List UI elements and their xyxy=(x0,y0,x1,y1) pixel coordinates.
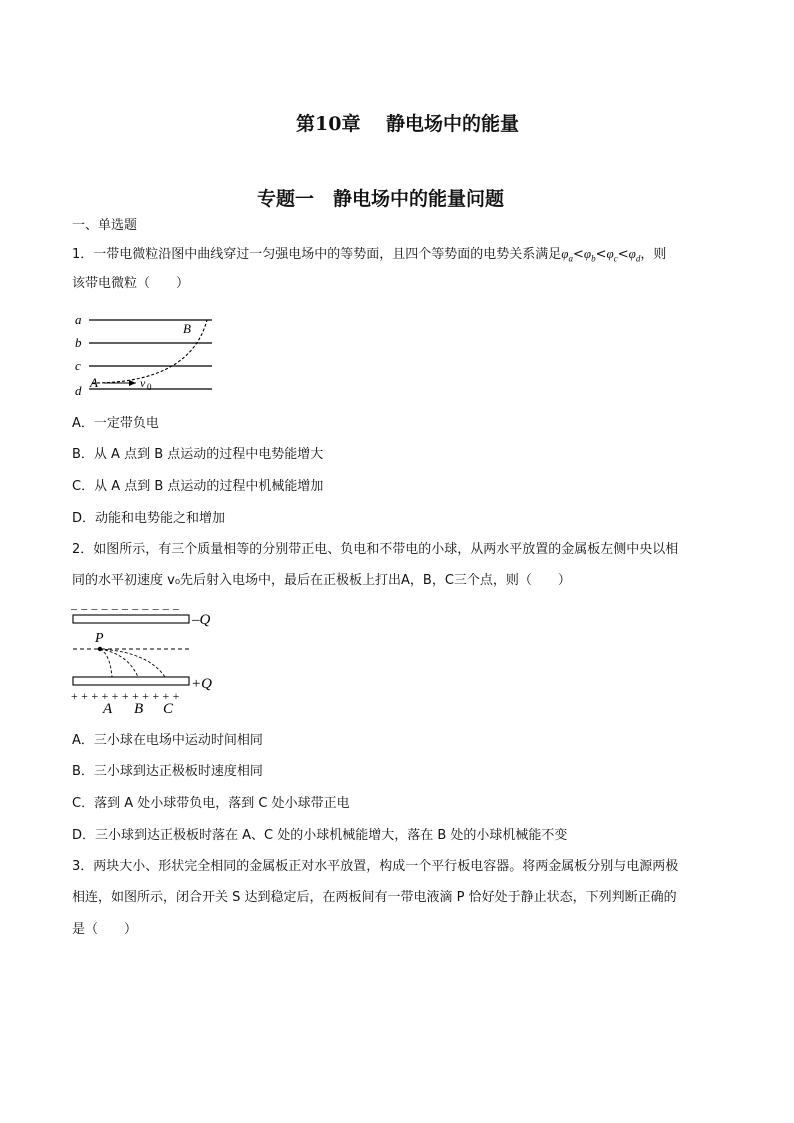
fig1-point-A: A xyxy=(90,375,98,390)
less-than-1: < xyxy=(572,247,584,262)
phi-b: $\varphi_b$ xyxy=(583,246,596,264)
q1-stem-line2: 该带电微粒（ ） xyxy=(72,276,190,291)
q1-option-a: A．一定带负电 xyxy=(72,416,159,431)
negative-plate xyxy=(73,615,189,623)
fig1-point-B: B xyxy=(183,321,191,336)
fig2-label-C: C xyxy=(163,701,174,716)
fig1-v0-sub: 0 xyxy=(147,382,152,392)
q2-stem-line2: 同的水平初速度 v₀先后射入电场中，最后在正极板上打出A，B，C三个点，则（ ） xyxy=(72,573,571,588)
fig1-label-c: c xyxy=(75,358,81,373)
fig2-label-A: A xyxy=(103,701,113,716)
q1-stem-line1 xyxy=(72,244,666,269)
q2-stem-line1: 2．如图所示，有三个质量相等的分别带正电、负电和不带电的小球，从两水平放置的金属板左侧中央以相 xyxy=(72,542,679,557)
q3-stem-line2: 相连，如图所示，闭合开关 S 达到稳定后，在两板间有一带电液滴 P 恰好处于静止状态，下列判断正确的 xyxy=(72,890,677,905)
positive-plate xyxy=(73,677,189,685)
point-P-label: P xyxy=(95,631,104,646)
q2-capacitor-figure xyxy=(68,602,228,716)
phi-c: $\varphi_c$ xyxy=(606,246,618,264)
q2-option-d: D．三小球到达正极板时落在 A、C 处的小球机械能增大，落在 B 处的小球机械能不变 xyxy=(72,828,568,843)
negative-plate-label: –Q xyxy=(192,612,211,628)
fig1-label-a: a xyxy=(75,312,82,327)
q1-stem-end: ，则 xyxy=(640,247,667,262)
section-label: 一、单选题 xyxy=(72,218,138,233)
q1-option-b: B．从 A 点到 B 点运动的过程中电势能增大 xyxy=(72,447,324,462)
phi-d: $\varphi_d$ xyxy=(628,246,641,264)
q1-stem-text: 1．一带电微粒沿图中曲线穿过一匀强电场中的等势面，且四个等势面的电势关系满足 xyxy=(72,247,562,262)
trajectory-B xyxy=(100,649,138,677)
fig2-label-B: B xyxy=(134,701,144,716)
velocity-arrowhead xyxy=(129,380,136,386)
q3-stem-line3: 是（ ） xyxy=(72,922,138,937)
negative-charge-row: – – – – – – – – – – – xyxy=(71,602,180,615)
q2-option-b: B．三小球到达正极板时速度相同 xyxy=(72,764,263,779)
phi-a: $\varphi_a$ xyxy=(561,246,573,264)
chapter-title: 第10章 静电场中的能量 xyxy=(296,113,520,135)
q3-stem-line1: 3．两块大小、形状完全相同的金属板正对水平放置，构成一个平行板电容器。将两金属板分别与电源两极 xyxy=(72,859,679,874)
less-than-3: < xyxy=(617,247,629,262)
q1-option-d: D．动能和电势能之和增加 xyxy=(72,511,226,526)
q2-option-c: C．落到 A 处小球带负电，落到 C 处小球带正电 xyxy=(72,796,350,811)
q1-equipotential-figure xyxy=(70,308,220,400)
fig1-v0-v: v xyxy=(140,376,146,390)
topic-title: 专题一 静电场中的能量问题 xyxy=(257,188,505,210)
q1-option-c: C．从 A 点到 B 点运动的过程中机械能增加 xyxy=(72,479,324,494)
trajectory-A xyxy=(100,649,112,677)
fig1-label-d: d xyxy=(75,383,82,398)
less-than-2: < xyxy=(595,247,607,262)
positive-plate-label: +Q xyxy=(191,676,212,692)
q2-option-a: A．三小球在电场中运动时间相同 xyxy=(72,733,263,748)
fig1-label-b: b xyxy=(75,335,82,350)
positive-charge-row: + + + + + + + + + + + xyxy=(71,689,180,703)
